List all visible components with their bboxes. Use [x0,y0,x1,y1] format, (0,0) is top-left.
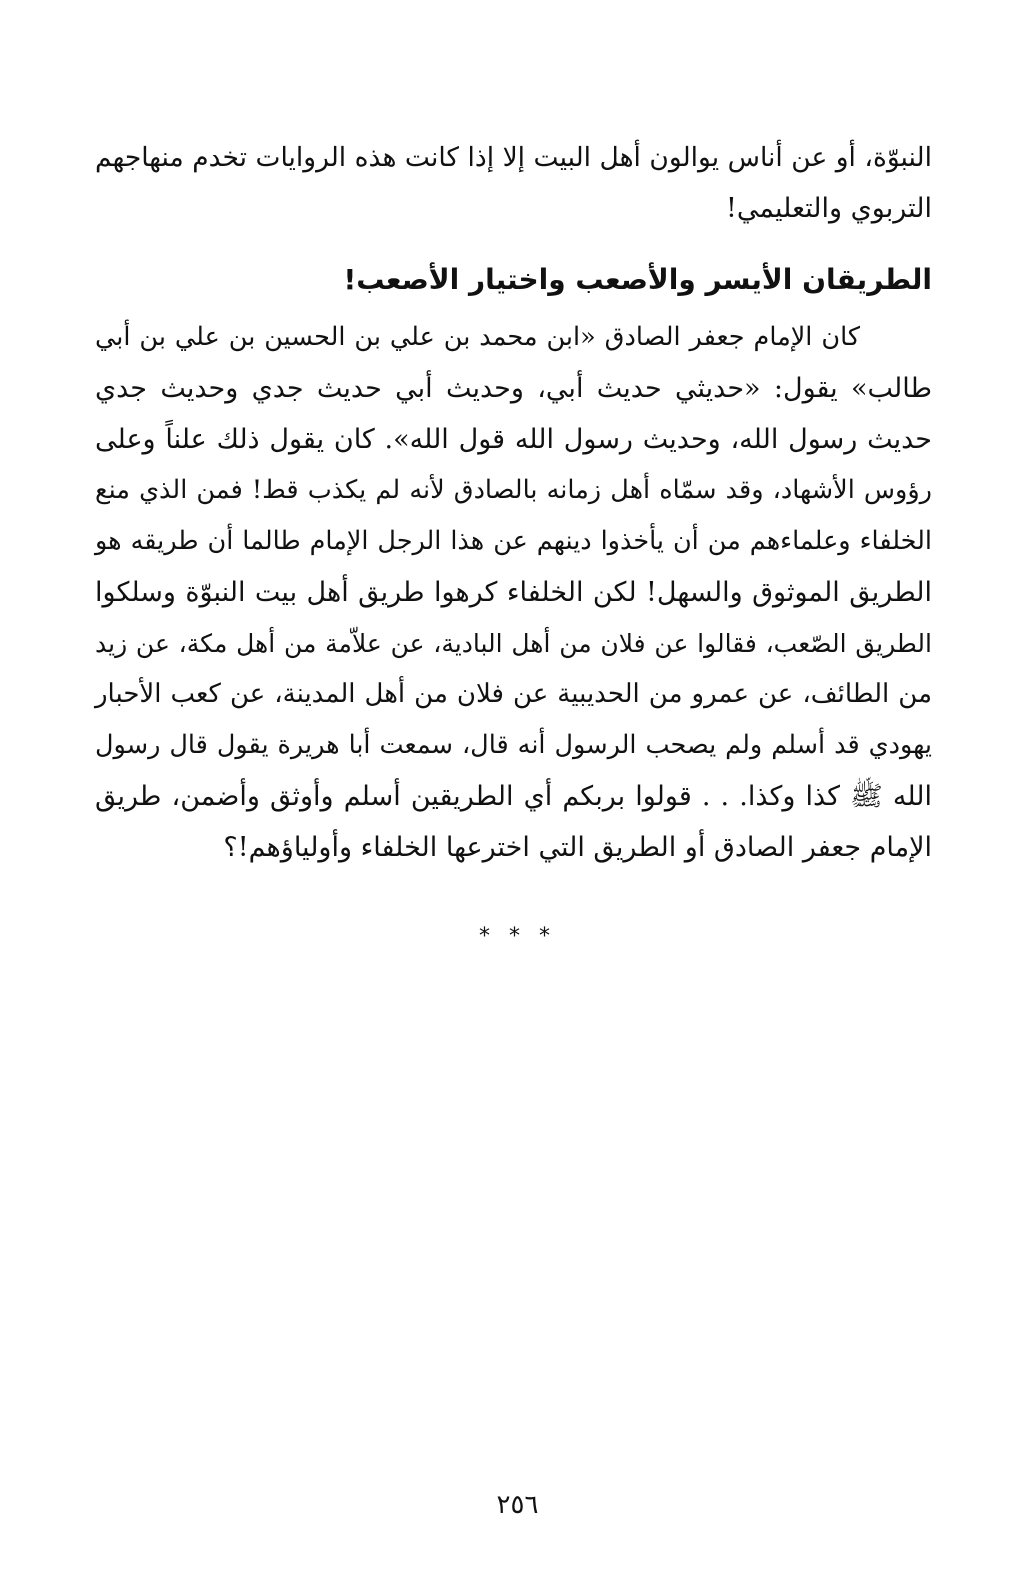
text-line: رؤوس الأشهاد، وقد سمّاه أهل زمانه بالصادق لأنه لم يكذب قط! فمن الذي منع [95,475,932,505]
text-line: الطريق الموثوق والسهل! لكن الخلفاء كرهوا طريق أهل بيت النبوّة وسلكوا [95,577,932,608]
text-line: من الطائف، عن عمرو من الحديبية عن فلان من أهل المدينة، عن كعب الأحبار [95,679,932,709]
text-line: كان الإمام جعفر الصادق «ابن محمد بن علي بن الحسين بن علي بن أبي [95,322,860,352]
text-line: الإمام جعفر الصادق أو الطريق التي اخترعها الخلفاء وأولياؤهم!؟ [223,832,932,863]
text-line: الطريق الصّعب، فقالوا عن فلان من أهل البادية، عن علاّمة من أهل مكة، عن زيد [95,629,932,658]
text-line: التربوي والتعليمي! [726,193,932,224]
text-line: الخلفاء وعلماءهم من أن يأخذوا دينهم عن هذا الرجل الإمام طالما أن طريقه هو [95,526,932,556]
section-heading: الطريقان الأيسر والأصعب واختيار الأصعب! [343,263,932,296]
text-line: طالب» يقول: «حديثي حديث أبي، وحديث أبي حديث جدي وحديث جدي [95,373,932,404]
intro-paragraph [95,132,932,234]
text-line: الله ﷺ كذا وكذا. . . قولوا بربكم أي الطريقين أسلم وأوثق وأضمن، طريق [95,781,932,812]
text-line: يهودي قد أسلم ولم يصحب الرسول أنه قال، سمعت أبا هريرة يقول قال رسول [95,730,932,760]
body-paragraph [95,312,932,873]
section-separator: * * * [479,924,556,949]
page-number: ٢٥٦ [496,1490,539,1520]
text-line: حديث رسول الله، وحديث رسول الله قول الله». كان يقول ذلك علناً وعلى [95,424,932,455]
text-line: النبوّة، أو عن أناس يوالون أهل البيت إلا إذا كانت هذه الروايات تخدم منهاجهم [95,142,932,173]
